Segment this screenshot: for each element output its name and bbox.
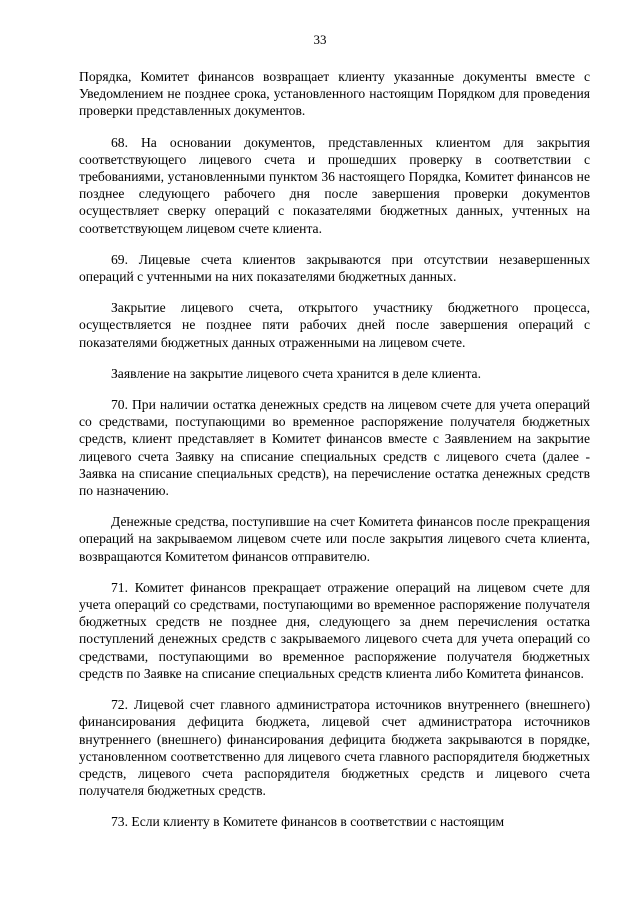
paragraph-69: 69. Лицевые счета клиентов закрываются при отсутствии незавершенных операций с учтенными на них показателями бюджетных данных. [79,251,590,285]
paragraph-continuation: Порядка, Комитет финансов возвращает клиенту указанные документы вместе с Уведомлением не позднее срока, установленного настоящим Порядком для проведения проверки представленных документов. [79,69,590,119]
paragraph-68: 68. На основании документов, представленных клиентом для закрытия соответствующего лицевого счета и прошедших проверку в соответствии с требованиями, установленными пунктом 36 настоящего Порядка, Комитет финансов не позднее следующего рабочего дня после завершения проверки документов осуществляет сверку операций с показателями бюджетных данных, учтенных на соответствующем лицевом счете клиента. [79,134,590,236]
paragraph-72: 72. Лицевой счет главного администратора источников внутреннего (внешнего) финансирования дефицита бюджета, лицевой счет администратора источников внутреннего (внешнего) финансирования дефицита бюджета закрываются в порядке, установленном соответственно для лицевого счета главного распорядителя бюджетных средств, лицевого счета распорядителя бюджетных средств и лицевого счета получателя бюджетных средств. [79,697,590,799]
document-body [79,68,590,831]
page-number: 33 [313,32,327,47]
paragraph-69-account-closing: Закрытие лицевого счета, открытого участнику бюджетного процесса, осуществляется не позднее пяти рабочих дней после завершения операций с показателями бюджетных данных отраженными на лицевом счете. [79,300,590,350]
paragraph-70-funds-return: Денежные средства, поступившие на счет Комитета финансов после прекращения операций на закрываемом лицевом счете или после закрытия лицевого счета клиента, возвращаются Комитетом финансов отправителю. [79,514,590,564]
paragraph-69-application-storage: Заявление на закрытие лицевого счета хранится в деле клиента. [111,365,481,381]
paragraph-71: 71. Комитет финансов прекращает отражение операций на лицевом счете для учета операций со средствами, поступающими во временное распоряжение получателя бюджетных средств не позднее дня, следующего за днем перечисления остатка поступлений денежных средств с закрываемого лицевого счета для учета операций со средствами, поступающими во временное распоряжение получателя бюджетных средств по Заявке на списание специальных средств клиента либо Комитета финансов. [79,579,590,681]
paragraph-73: 73. Если клиенту в Комитете финансов в соответствии с настоящим [111,814,505,830]
paragraph-70: 70. При наличии остатка денежных средств на лицевом счете для учета операций со средствами, поступающими во временное распоряжение получателя бюджетных средств, клиент представляет в Комитет финансов вместе с Заявлением на закрытие лицевого счета Заявку на списание специальных средств с лицевого счета (далее - Заявка на списание специальных средств), на перечисление остатка денежных средств по назначению. [79,397,590,499]
